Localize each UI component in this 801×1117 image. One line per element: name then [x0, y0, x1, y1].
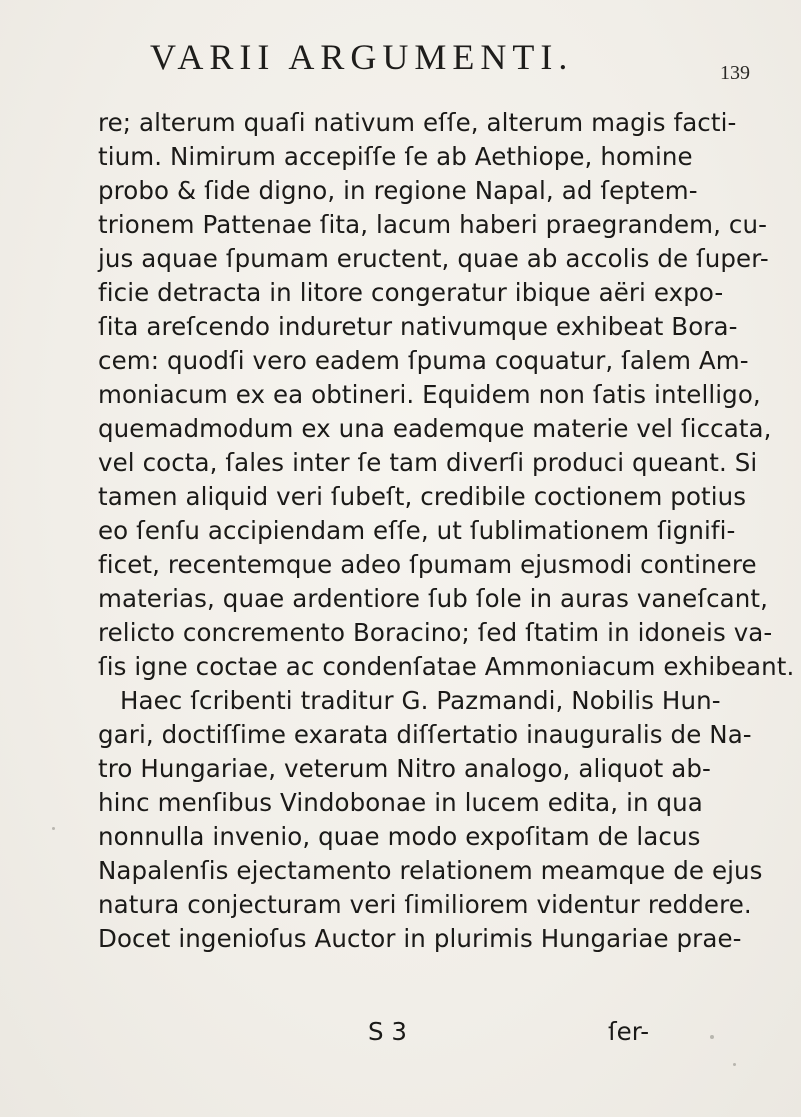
running-head: VARII ARGUMENTI. — [150, 37, 574, 77]
text-line: trionem Pattenae ſita, lacum haberi praegrandem, cu- — [98, 210, 768, 239]
text-line: eo ſenſu accipiendam eſſe, ut ſublimationem ſignifi- — [98, 516, 736, 545]
text-line: quemadmodum ex una eademque materie vel ſiccata, — [98, 414, 772, 443]
text-line: moniacum ex ea obtineri. Equidem non ſatis intelligo, — [98, 380, 761, 409]
text-line: hinc menſibus Vindobonae in lucem edita, in qua — [98, 788, 703, 817]
text-line: materias, quae ardentiore ſub ſole in auras vaneſcant, — [98, 584, 768, 613]
text-line: natura conjecturam veri ſimiliorem videntur reddere. — [98, 890, 752, 919]
text-line: tro Hungariae, veterum Nitro analogo, aliquot ab- — [98, 754, 711, 783]
text-line: ficet, recentemque adeo ſpumam ejusmodi continere — [98, 550, 757, 579]
text-line: Docet ingenioſus Auctor in plurimis Hungariae prae- — [98, 924, 742, 953]
text-line: gari, doctiſſime exarata diſſertatio inauguralis de Na- — [98, 720, 752, 749]
catchword: ſer- — [608, 1017, 650, 1046]
page-footer — [0, 1015, 801, 1049]
text-line: re; alterum quaſi nativum eſſe, alterum magis facti- — [98, 108, 737, 137]
text-line: ficie detracta in litore congeratur ibique aëri expo- — [98, 278, 724, 307]
paper-speck — [710, 1035, 714, 1039]
signature-mark: S 3 — [368, 1017, 407, 1046]
text-line: tamen aliquid veri ſubeſt, credibile coctionem potius — [98, 482, 747, 511]
text-line: cem: quodſi vero eadem ſpuma coquatur, ſalem Am- — [98, 346, 749, 375]
text-line: vel cocta, ſales inter ſe tam diverſi produci queant. Si — [98, 448, 758, 477]
text-line: tium. Nimirum accepiſſe ſe ab Aethiope, homine — [98, 142, 693, 171]
paper-speck — [733, 1063, 736, 1066]
text-line: Napalenſis ejectamento relationem meamque de ejus — [98, 856, 763, 885]
text-line: jus aquae ſpumam eructent, quae ab accolis de ſuper- — [98, 244, 769, 273]
text-line: ſita areſcendo induretur nativumque exhibeat Bora- — [98, 312, 738, 341]
page-number: 139 — [720, 62, 750, 84]
paper-speck — [52, 827, 55, 830]
text-line: nonnulla invenio, quae modo expoſitam de lacus — [98, 822, 701, 851]
text-line: ſis igne coctae ac condenſatae Ammoniacum exhibeant. — [98, 652, 795, 681]
text-line: relicto concremento Boracino; ſed ſtatim in idoneis va- — [98, 618, 773, 647]
text-line: Haec ſcribenti traditur G. Pazmandi, Nobilis Hun- — [120, 686, 721, 715]
text-line: probo & ſide digno, in regione Napal, ad ſeptem- — [98, 176, 698, 205]
